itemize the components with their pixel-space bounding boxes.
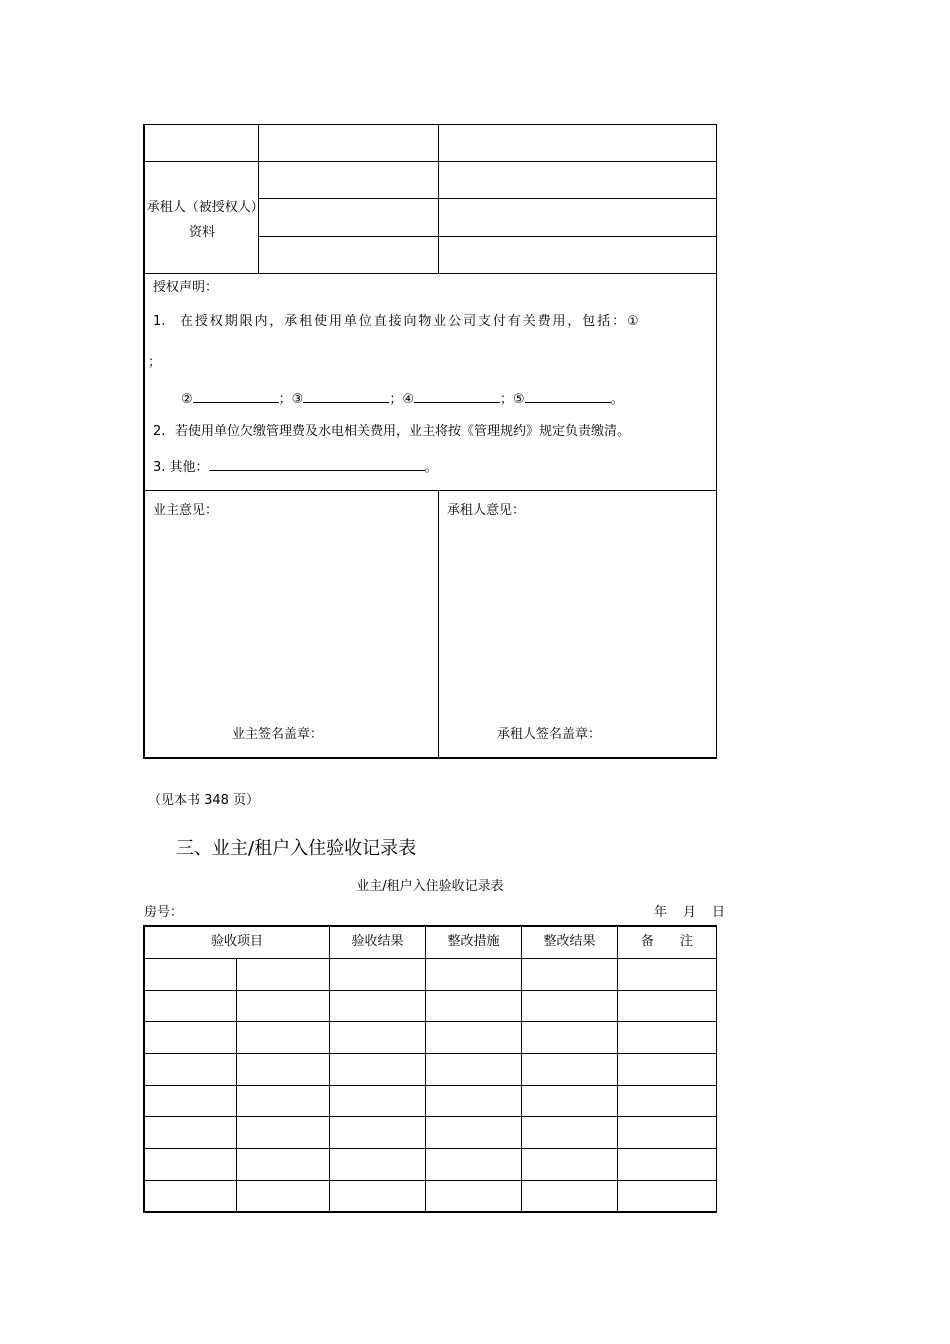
date-month: 月 bbox=[683, 905, 697, 920]
header-rectification-measure: 整改措施 bbox=[447, 934, 500, 949]
declaration-item-1-semicolon: ； bbox=[148, 355, 162, 370]
fee-item-4-mark: ④ bbox=[402, 392, 414, 407]
fee-item-2-blank[interactable] bbox=[193, 390, 279, 403]
declaration-item-3 bbox=[153, 458, 438, 474]
fee-item-4-blank[interactable] bbox=[414, 390, 500, 403]
date-label bbox=[654, 906, 725, 919]
page-reference: （见本书 348 页） bbox=[148, 793, 260, 808]
date-day: 日 bbox=[712, 905, 726, 920]
declaration-item-3-number: 3. bbox=[153, 460, 166, 475]
fee-item-5-mark: ⑤ bbox=[513, 392, 525, 407]
declaration-item-2-text: 若使用单位欠缴管理费及水电相关费用，业主将按《管理规约》规定负责缴清。 bbox=[175, 424, 631, 439]
header-remarks: 备 注 bbox=[640, 934, 693, 949]
owner-signature-label: 业主签名盖章： bbox=[232, 727, 324, 742]
section-heading: 三、业主/租户入住验收记录表 bbox=[176, 838, 417, 859]
declaration-item-1-number: 1. bbox=[153, 314, 166, 329]
declaration-item-3-label: 其他： bbox=[169, 460, 209, 475]
declaration-item-1-text: 在授权期限内，承租使用单位直接向物业公司支付有关费用，包括：① bbox=[180, 314, 641, 329]
fee-item-2-mark: ② bbox=[181, 392, 193, 407]
table-title: 业主/租户入住验收记录表 bbox=[356, 879, 504, 894]
owner-opinion-label: 业主意见： bbox=[153, 503, 219, 518]
declaration-item-3-end: 。 bbox=[424, 460, 438, 475]
fee-item-3-sep: ； bbox=[389, 392, 403, 407]
header-rectification-result: 整改结果 bbox=[543, 934, 596, 949]
fee-item-5-blank[interactable] bbox=[525, 390, 611, 403]
fee-item-5-sep: 。 bbox=[610, 392, 624, 407]
room-number-label: 房号： bbox=[144, 905, 184, 920]
declaration-heading: 授权声明： bbox=[153, 280, 219, 295]
declaration-item-2-number: 2. bbox=[153, 424, 166, 439]
lessee-opinion-label: 承租人意见： bbox=[447, 503, 526, 518]
header-inspection-result: 验收结果 bbox=[351, 934, 404, 949]
lessee-info-label: 承租人（被授权人）资料 bbox=[146, 200, 258, 240]
fee-item-list bbox=[181, 390, 624, 406]
other-blank[interactable] bbox=[209, 458, 425, 471]
fee-item-3-blank[interactable] bbox=[303, 390, 389, 403]
header-inspection-item: 验收项目 bbox=[210, 934, 263, 949]
fee-item-2-sep: ； bbox=[278, 392, 292, 407]
lessee-signature-label: 承租人签名盖章： bbox=[497, 727, 602, 742]
fee-item-3-mark: ③ bbox=[291, 392, 304, 407]
date-year: 年 bbox=[654, 905, 668, 920]
fee-item-4-sep: ； bbox=[500, 392, 514, 407]
